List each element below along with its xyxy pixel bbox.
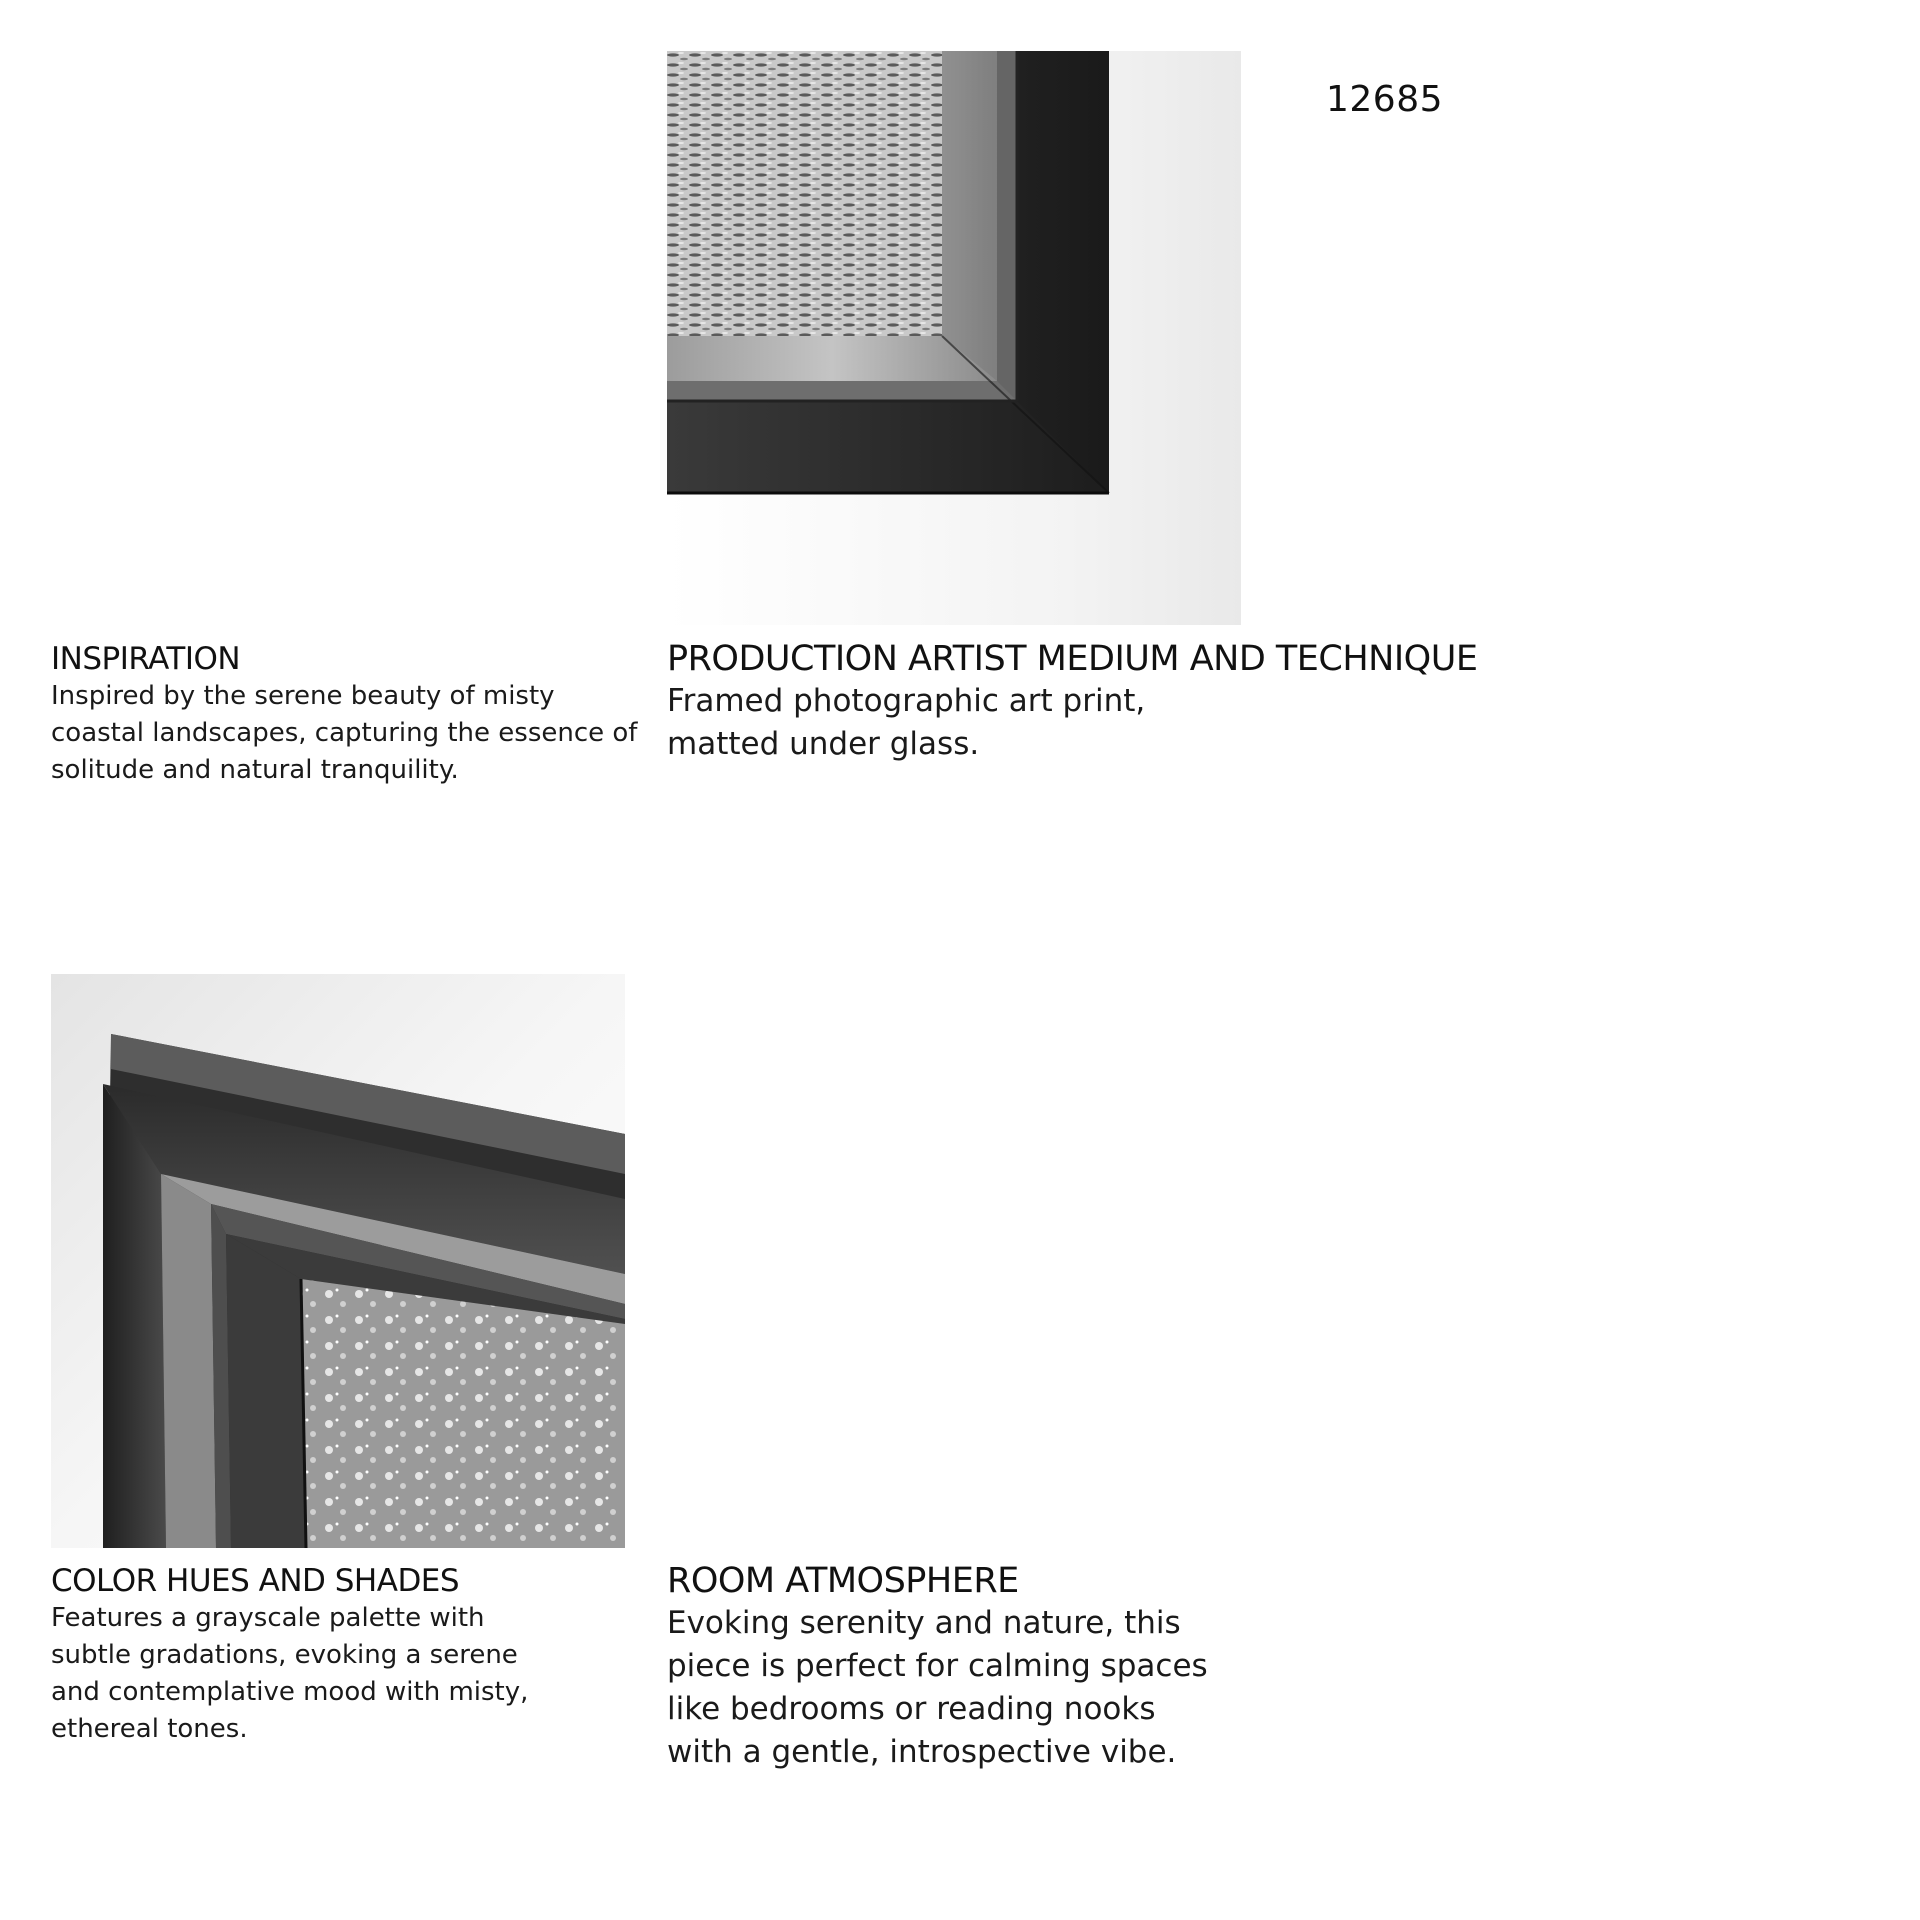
frame-detail-photo: [51, 974, 625, 1548]
frame-detail-image: [51, 974, 625, 1548]
product-code: 12685: [1326, 79, 1444, 120]
production-text: Framed photographic art print, matted under glass.: [667, 683, 1146, 762]
inspiration-section: [51, 640, 651, 789]
inspiration-heading: INSPIRATION: [51, 641, 241, 677]
production-section: [667, 638, 1547, 766]
color-heading: COLOR HUES AND SHADES: [51, 1563, 460, 1599]
frame-corner-image: [667, 51, 1241, 625]
production-heading: PRODUCTION ARTIST MEDIUM AND TECHNIQUE: [667, 639, 1478, 679]
room-section: [667, 1560, 1267, 1774]
room-text: Evoking serenity and nature, this piece is perfect for calming spaces like bedrooms or reading nooks with a gentle, introspective vibe.: [667, 1605, 1208, 1770]
inspiration-text: Inspired by the serene beauty of misty coastal landscapes, capturing the essence of solitude and natural tranquility.: [51, 681, 638, 785]
color-text: Features a grayscale palette with subtle gradations, evoking a serene and contemplative mood with misty, ethereal tones.: [51, 1603, 529, 1744]
room-heading: ROOM ATMOSPHERE: [667, 1561, 1019, 1601]
color-section: [51, 1562, 651, 1748]
frame-corner-photo: [667, 51, 1241, 625]
